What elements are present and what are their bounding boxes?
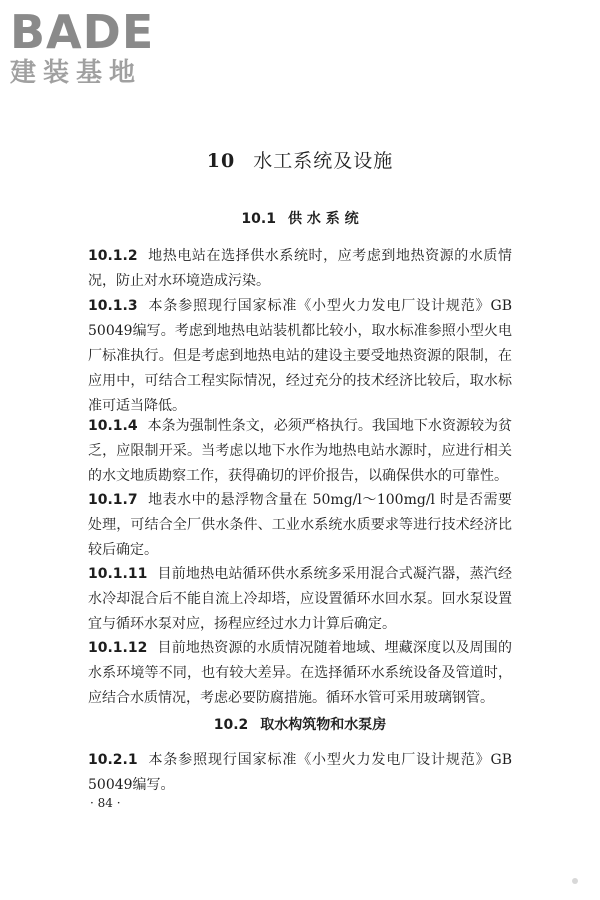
clause-number: 10.1.4 xyxy=(88,418,138,434)
section-heading-10-2 xyxy=(0,714,600,734)
clause-text: 本条参照现行国家标准《小型火力发电厂设计规范》GB 50049编写。 xyxy=(88,752,512,793)
clause-10-1-3 xyxy=(88,294,512,419)
clause-number: 10.1.7 xyxy=(88,492,138,508)
clause-10-2-1 xyxy=(88,748,512,798)
clause-number: 10.1.3 xyxy=(88,298,138,314)
chapter-title: 水工系统及设施 xyxy=(253,150,394,172)
page-number: · 84 · xyxy=(90,796,121,810)
section-number: 10.2 xyxy=(213,717,249,733)
clause-10-1-12 xyxy=(88,636,512,711)
logo-wordmark: BADE xyxy=(10,5,155,59)
clause-text: 目前地热资源的水质情况随着地域、埋藏深度以及周围的水系环境等不同，也有较大差异。在选择循环水系统设备及管道时，应结合水质情况，考虑必要防腐措施。循环水管可采用玻璃钢管。 xyxy=(88,640,512,706)
section-title: 供 水 系 统 xyxy=(287,211,359,227)
clause-text: 地表水中的悬浮物含量在 50mg/l～100mg/l 时是否需要处理，可结合全厂供水条件、工业水系统水质要求等进行技术经济比较后确定。 xyxy=(88,492,512,558)
logo-subtitle: 建装基地 xyxy=(10,58,143,88)
clause-text: 目前地热电站循环供水系统多采用混合式凝汽器，蒸汽经水冷却混合后不能自流上冷却塔，应设置循环水回水泵。回水泵设置宜与循环水泵对应，扬程应经过水力计算后确定。 xyxy=(88,566,512,632)
clause-text: 本条为强制性条文，必须严格执行。我国地下水资源较为贫乏，应限制开采。当考虑以地下水作为地热电站水源时，应进行相关的水文地质勘察工作，获得确切的评价报告，以确保供水的可靠性。 xyxy=(88,418,512,484)
bade-logo xyxy=(10,5,190,98)
clause-number: 10.1.2 xyxy=(88,248,138,264)
clause-number: 10.2.1 xyxy=(88,752,138,768)
clause-text: 地热电站在选择供水系统时，应考虑到地热资源的水质情况，防止对水环境造成污染。 xyxy=(88,248,512,289)
clause-number: 10.1.12 xyxy=(88,640,148,656)
section-number: 10.1 xyxy=(241,211,276,227)
section-heading-10-1 xyxy=(0,208,600,228)
chapter-number: 10 xyxy=(206,150,236,172)
corner-dot xyxy=(572,878,578,884)
clause-10-1-11 xyxy=(88,562,512,637)
section-title: 取水构筑物和水泵房 xyxy=(260,717,387,733)
clause-10-1-4 xyxy=(88,414,512,489)
clause-10-1-2 xyxy=(88,244,512,294)
clause-10-1-7 xyxy=(88,488,512,563)
chapter-heading xyxy=(0,146,600,173)
clause-number: 10.1.11 xyxy=(88,566,148,582)
clause-text: 本条参照现行国家标准《小型火力发电厂设计规范》GB 50049编写。考虑到地热电站装机都比较小，取水标准参照小型火电厂标准执行。但是考虑到地热电站的建设主要受地热资源的限制，在应用中，可结合工程实际情况，经过充分的技术经济比较后，取水标准可适当降低。 xyxy=(88,298,512,414)
